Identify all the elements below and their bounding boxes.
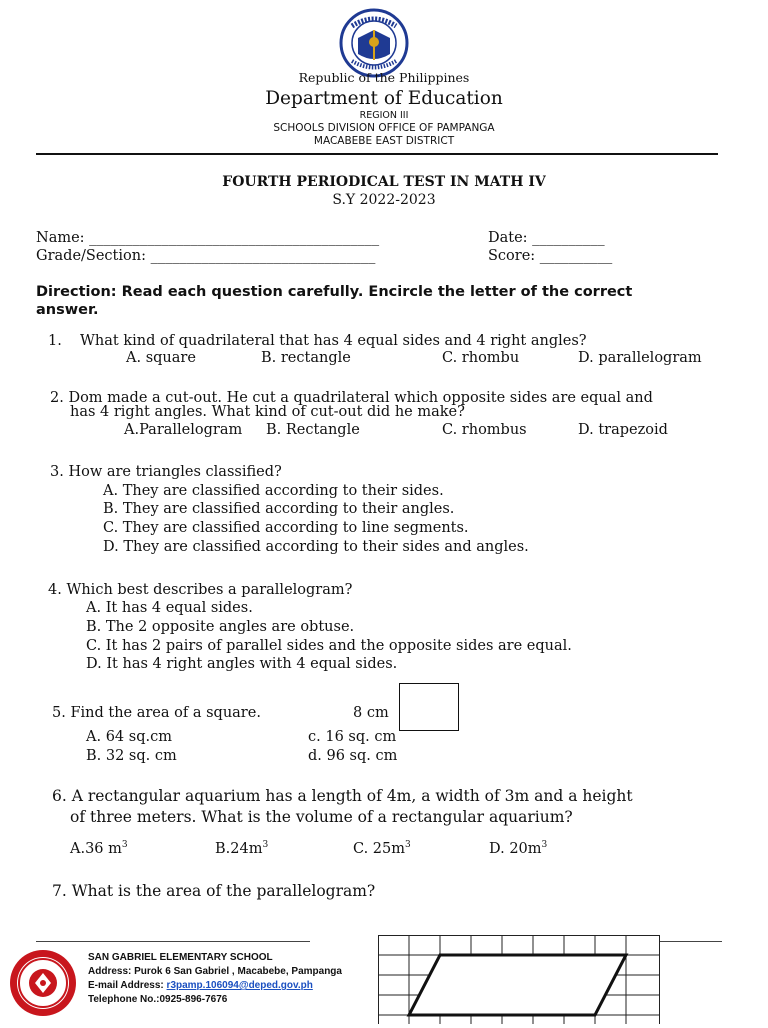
school-address: Address: Purok 6 San Gabriel , Macabebe, Pampanga (88, 966, 342, 977)
score-field[interactable]: Score: __________ (488, 248, 613, 264)
q3-option-b[interactable]: B. They are classified according to their angles. (103, 501, 455, 517)
department-heading: Department of Education (265, 88, 503, 109)
q2-line-2: has 4 right angles. What kind of cut-out did he make? (70, 404, 465, 420)
republic-heading: Republic of the Philippines (298, 70, 470, 85)
grade-section-field[interactable]: Grade/Section: _______________________________ (36, 248, 376, 264)
q6-option-c-exponent: 3 (405, 840, 411, 850)
q6-option-d-exponent: 3 (541, 840, 548, 850)
q3-option-a[interactable]: A. They are classified according to their sides. (103, 483, 444, 499)
school-year: S.Y 2022-2023 (332, 192, 436, 208)
test-title: FOURTH PERIODICAL TEST IN MATH IV (222, 174, 546, 190)
q1-text: What kind of quadrilateral that has 4 equal sides and 4 right angles? (80, 333, 587, 349)
q5-text: 5. Find the area of a square. (52, 705, 261, 721)
q6-line-2: of three meters. What is the volume of a rectangular aquarium? (70, 808, 573, 826)
q6-option-d-label: D. 20m (489, 840, 542, 857)
footer-divider-left (36, 941, 310, 942)
q2-line-1: 2. Dom made a cut-out. He cut a quadrilateral which opposite sides are equal and (50, 390, 653, 406)
q2-option-d[interactable]: D. trapezoid (578, 422, 668, 438)
q7-text: 7. What is the area of the parallelogram? (52, 882, 376, 900)
direction-line-1: Direction: Read each question carefully. Encircle the letter of the correct (36, 284, 633, 300)
square-figure (399, 683, 459, 731)
parallelogram-grid-figure (378, 935, 660, 1024)
q2-option-a[interactable]: A.Parallelogram (124, 422, 243, 438)
q5-option-c[interactable]: c. 16 sq. cm (308, 729, 397, 745)
header-divider (36, 153, 718, 155)
direction-line-2: answer. (36, 302, 99, 318)
q4-option-c[interactable]: C. It has 2 pairs of parallel sides and the opposite sides are equal. (86, 638, 572, 654)
q5-option-a[interactable]: A. 64 sq.cm (86, 729, 172, 745)
q1-option-d[interactable]: D. parallelogram (578, 350, 702, 366)
q5-option-d[interactable]: d. 96 sq. cm (308, 748, 398, 764)
region-heading: REGION III (359, 110, 409, 121)
email-link[interactable]: r3pamp.106094@deped.gov.ph (166, 980, 313, 991)
q5-option-b[interactable]: B. 32 sq. cm (86, 748, 177, 764)
footer-divider-right (660, 941, 722, 942)
q4-text: 4. Which best describes a parallelogram? (48, 582, 353, 598)
q2-option-b[interactable]: B. Rectangle (266, 422, 360, 438)
q1-number: 1. (48, 333, 62, 349)
school-logo (8, 948, 78, 1018)
school-telephone: Telephone No.:0925-896-7676 (88, 994, 228, 1005)
q3-option-c[interactable]: C. They are classified according to line segments. (103, 520, 469, 536)
q1-option-c[interactable]: C. rhombu (442, 350, 520, 366)
parallelogram-icon (378, 935, 660, 1024)
q3-text: 3. How are triangles classified? (50, 464, 282, 480)
q6-option-b-exponent: 3 (262, 840, 269, 850)
q3-option-d[interactable]: D. They are classified according to their sides and angles. (103, 539, 529, 555)
email-label: E-mail Address: (88, 980, 167, 991)
deped-seal-icon (322, 8, 426, 78)
division-heading: SCHOOLS DIVISION OFFICE OF PAMPANGA (273, 122, 495, 134)
school-email (88, 979, 313, 992)
q6-option-a-label: A.36 m (70, 840, 122, 857)
q4-option-b[interactable]: B. The 2 opposite angles are obtuse. (86, 619, 355, 635)
q4-option-a[interactable]: A. It has 4 equal sides. (86, 600, 253, 616)
school-seal-icon (8, 948, 78, 1018)
name-field[interactable]: Name: ________________________________________ (36, 230, 380, 246)
q2-option-c[interactable]: C. rhombus (442, 422, 527, 438)
q1-option-a[interactable]: A. square (126, 350, 196, 366)
q6-option-b[interactable] (215, 840, 268, 857)
q6-line-1: 6. A rectangular aquarium has a length of 4m, a width of 3m and a height (52, 787, 633, 805)
q6-option-c[interactable] (353, 840, 411, 857)
school-name: SAN GABRIEL ELEMENTARY SCHOOL (88, 952, 273, 963)
q6-option-a-exponent: 3 (121, 840, 128, 850)
q5-side-label: 8 cm (353, 705, 389, 721)
q6-option-b-label: B.24m (215, 840, 263, 857)
q6-option-c-label: C. 25m (353, 840, 405, 857)
q1-option-b[interactable]: B. rectangle (261, 350, 351, 366)
district-heading: MACABEBE EAST DISTRICT (313, 135, 455, 147)
q4-option-d[interactable]: D. It has 4 right angles with 4 equal sides. (86, 656, 398, 672)
date-field[interactable]: Date: __________ (488, 230, 605, 246)
deped-seal (322, 8, 426, 78)
q6-option-d[interactable] (489, 840, 547, 857)
q6-option-a[interactable] (70, 840, 128, 857)
